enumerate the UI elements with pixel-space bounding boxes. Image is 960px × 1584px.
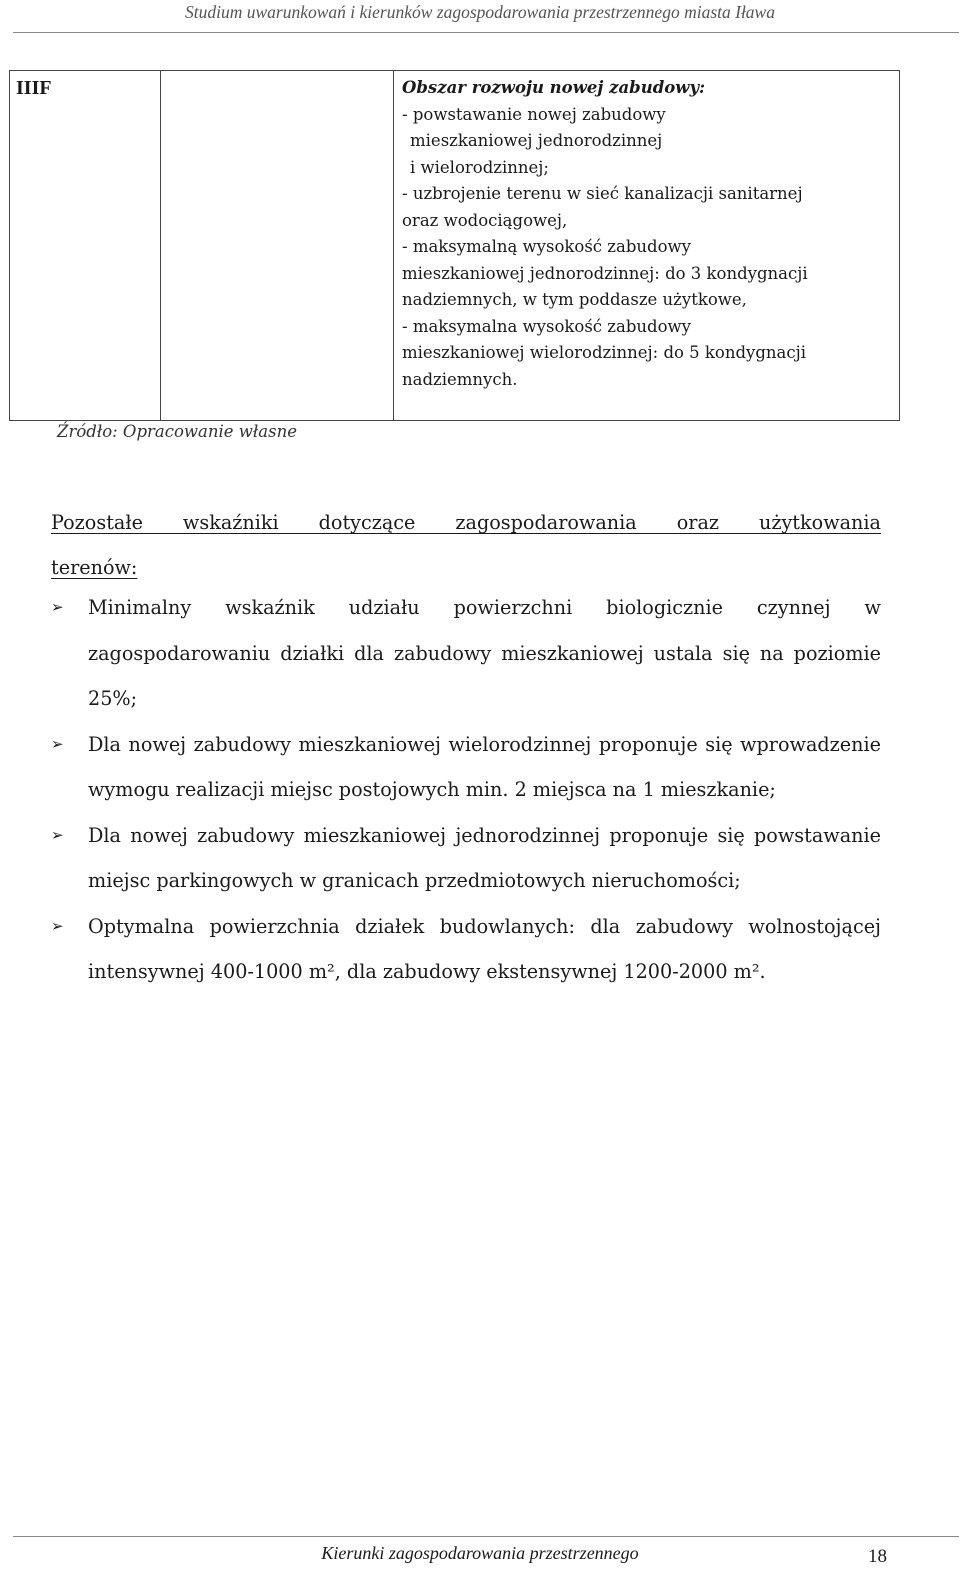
desc-line: mieszkaniowej jednorodzinnej: do 3 kondygnacji	[402, 263, 808, 283]
desc-line: nadziemnych, w tym poddasze użytkowe,	[402, 290, 747, 309]
desc-line: nadziemnych.	[402, 369, 518, 389]
desc-line: - powstawanie nowej zabudowy	[402, 104, 666, 124]
section-heading-line2: terenów:	[51, 556, 138, 579]
indicator-list	[51, 585, 881, 995]
desc-line: - maksymalną wysokość zabudowy	[402, 237, 691, 256]
zone-map-cell	[160, 70, 393, 421]
list-item	[51, 904, 881, 995]
zone-table	[9, 70, 900, 421]
header-rule	[13, 32, 959, 33]
arrow-bullet-icon: ➢	[51, 825, 64, 844]
zone-code-cell	[9, 70, 160, 421]
section-heading	[51, 500, 881, 590]
zone-description-title: Obszar rozwoju nowej zabudowy:	[402, 78, 706, 97]
list-item-text: Optymalna powierzchnia działek budowlanych: dla zabudowy wolnostojącej intensywnej 400-1000 m², dla zabudowy ekstensywnej 1200-2000 m².	[88, 914, 881, 983]
running-header: Studium uwarunkowań i kierunków zagospodarowania przestrzennego miasta Iława	[185, 2, 775, 22]
list-item	[51, 813, 881, 904]
page-number: 18	[868, 1546, 887, 1567]
list-item-text: Dla nowej zabudowy mieszkaniowej wielorodzinnej proponuje się wprowadzenie wymogu realizacji miejsc postojowych min. 2 miejsca na 1 mieszkanie;	[88, 732, 881, 801]
list-item-text: Dla nowej zabudowy mieszkaniowej jednorodzinnej proponuje się powstawanie miejsc parkingowych w granicach przedmiotowych nieruchomości;	[88, 823, 881, 892]
desc-line: - uzbrojenie terenu w sieć kanalizacji sanitarnej	[402, 184, 803, 203]
footer-rule	[13, 1536, 959, 1537]
section-heading-line1: Pozostałe wskaźniki dotyczące zagospodarowania oraz użytkowania	[51, 511, 881, 534]
arrow-bullet-icon: ➢	[51, 916, 64, 935]
zone-code: IIIF	[16, 77, 52, 99]
desc-line: mieszkaniowej wielorodzinnej: do 5 kondygnacji	[402, 343, 807, 362]
desc-line: mieszkaniowej jednorodzinnej	[410, 131, 663, 150]
zone-description	[402, 75, 891, 393]
zone-description-cell	[393, 70, 900, 421]
list-item	[51, 722, 881, 813]
desc-line: oraz wodociągowej,	[402, 210, 568, 230]
table-source: Źródło: Opracowanie własne	[57, 422, 297, 441]
desc-line: i wielorodzinnej;	[410, 157, 549, 177]
running-footer: Kierunki zagospodarowania przestrzennego	[321, 1543, 639, 1563]
arrow-bullet-icon: ➢	[51, 598, 64, 616]
arrow-bullet-icon: ➢	[51, 734, 64, 753]
list-item	[51, 585, 881, 722]
list-item-text: Minimalny wskaźnik udziału powierzchni biologicznie czynnej w zagospodarowaniu działki dla zabudowy mieszkaniowej ustala się na poziomie 25%;	[88, 596, 881, 710]
desc-line: - maksymalna wysokość zabudowy	[402, 316, 691, 336]
